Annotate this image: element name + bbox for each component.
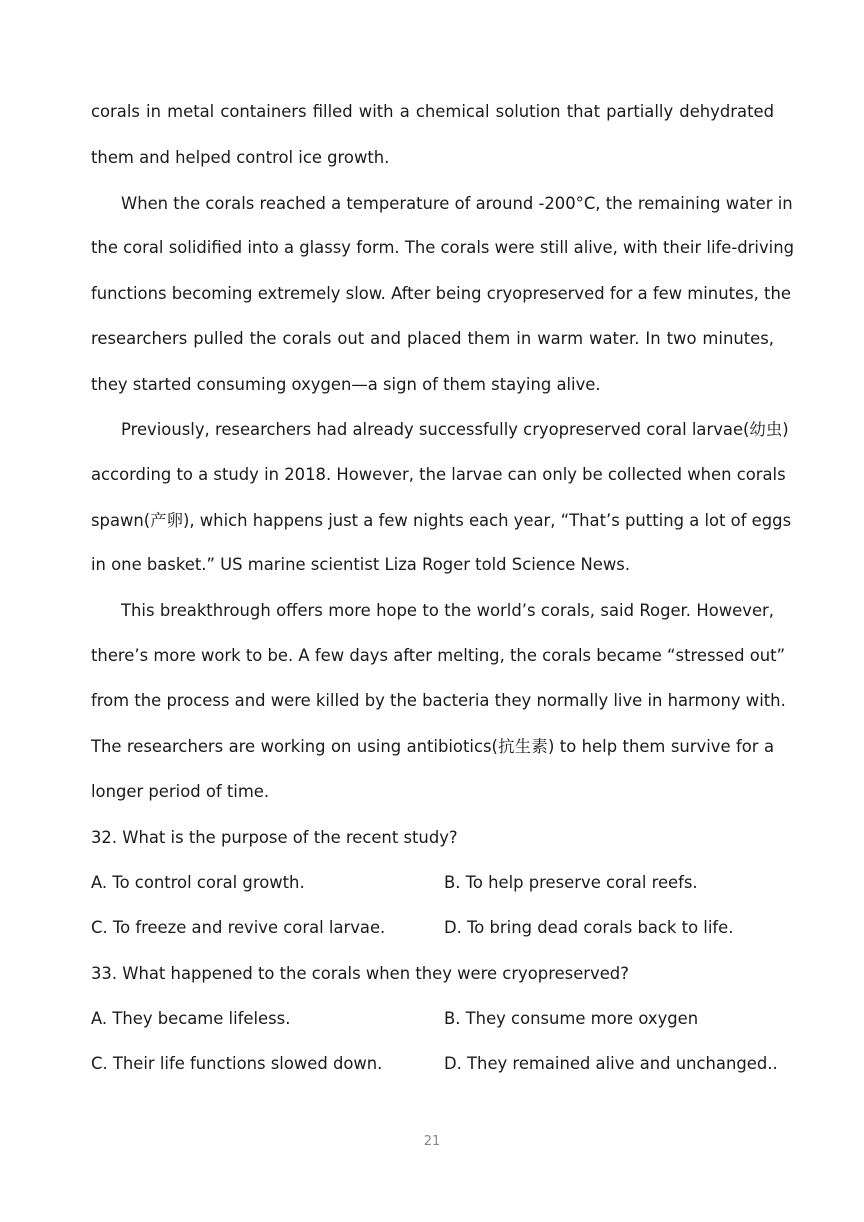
passage-p4-line-4: The researchers are working on using antibiotics(抗生素) to help them survive for a xyxy=(91,737,774,756)
passage-p3-line-2: according to a study in 2018. However, the larvae can only be collected when corals xyxy=(91,465,786,484)
question-32-option-b: B. To help preserve coral reefs. xyxy=(444,873,698,892)
passage-p4-line-3: from the process and were killed by the bacteria they normally live in harmony with. xyxy=(91,691,786,710)
passage-p4-line-5: longer period of time. xyxy=(91,782,270,801)
passage-p2-line-5: they started consuming oxygen—a sign of them staying alive. xyxy=(91,375,601,394)
question-32-stem: 32. What is the purpose of the recent study? xyxy=(91,828,458,847)
question-32-option-c: C. To freeze and revive coral larvae. xyxy=(91,918,386,937)
passage-p3-line-4: in one basket.” US marine scientist Liza Roger told Science News. xyxy=(91,555,631,574)
passage-p3-line-1: Previously, researchers had already successfully cryopreserved coral larvae(幼虫) xyxy=(121,420,789,439)
question-33-option-c: C. Their life functions slowed down. xyxy=(91,1054,383,1073)
passage-p2-line-1: When the corals reached a temperature of around -200°C, the remaining water in xyxy=(121,194,793,213)
passage-p1-line-1: corals in metal containers filled with a chemical solution that partially dehydrated xyxy=(91,102,774,121)
passage-p1-line-2: them and helped control ice growth. xyxy=(91,148,390,167)
passage-p4-line-2: there’s more work to be. A few days after melting, the corals became “stressed out” xyxy=(91,646,786,665)
passage-p3-line-3: spawn(产卵), which happens just a few nights each year, “That’s putting a lot of eggs xyxy=(91,511,792,530)
passage-p4-line-1: This breakthrough offers more hope to the world’s corals, said Roger. However, xyxy=(121,601,774,620)
passage-p2-line-3: functions becoming extremely slow. After being cryopreserved for a few minutes, the xyxy=(91,284,791,303)
question-32-option-a: A. To control coral growth. xyxy=(91,873,305,892)
question-33-option-a: A. They became lifeless. xyxy=(91,1009,291,1028)
question-32-option-d: D. To bring dead corals back to life. xyxy=(444,918,734,937)
question-33-option-b: B. They consume more oxygen xyxy=(444,1009,699,1028)
question-33-option-d: D. They remained alive and unchanged.. xyxy=(444,1054,778,1073)
page-number: 21 xyxy=(423,1134,441,1149)
passage-p2-line-2: the coral solidified into a glassy form. The corals were still alive, with their life-driving xyxy=(91,238,795,257)
question-33-stem: 33. What happened to the corals when they were cryopreserved? xyxy=(91,964,629,983)
passage-p2-line-4: researchers pulled the corals out and placed them in warm water. In two minutes, xyxy=(91,329,774,348)
